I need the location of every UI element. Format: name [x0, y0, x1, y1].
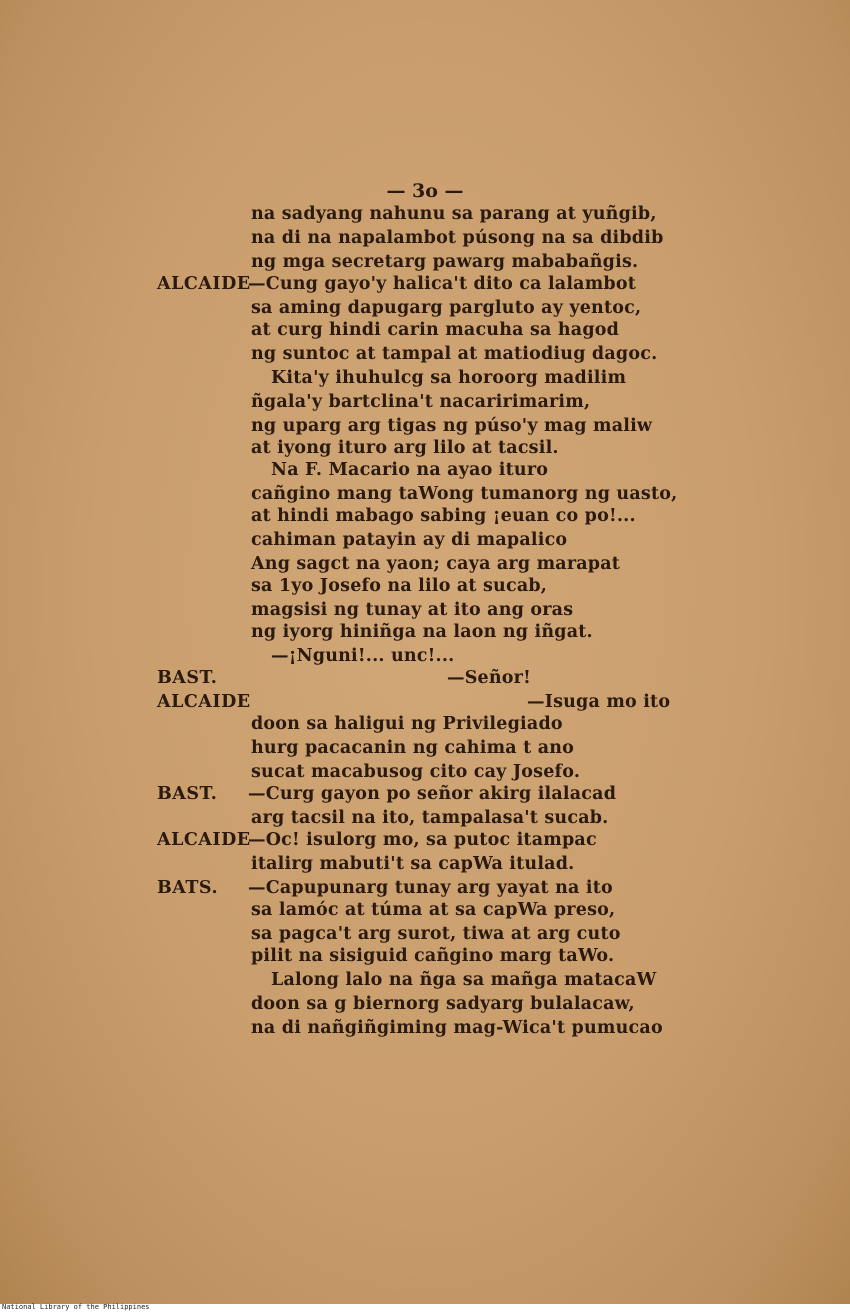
verse-line [0, 994, 850, 1017]
verse-text: ng uparg arg tigas ng púso'y mag maliw [251, 416, 653, 436]
verse-line [0, 924, 850, 947]
verse-line [0, 668, 850, 691]
verse-text: —Señor! [447, 668, 531, 688]
verse-text: ng mga secretarg pawarg mababañgis. [251, 252, 639, 272]
verse-line [0, 204, 850, 227]
verse-line [0, 368, 850, 391]
verse-line [0, 344, 850, 367]
verse-text: sa pagca't arg surot, tiwa at arg cuto [251, 924, 621, 944]
verse-text: —¡Nguni!... unc!... [271, 646, 455, 666]
speaker-label: ALCAIDE [157, 692, 251, 712]
speaker-label: BAST. [157, 784, 218, 804]
verse-text: na sadyang nahunu sa parang at yuñgib, [251, 204, 657, 224]
verse-text: na di na napalambot púsong na sa dibdib [251, 228, 664, 248]
verse-line [0, 808, 850, 831]
verse-line [0, 622, 850, 645]
verse-text: —Capupunarg tunay arg yayat na ito [248, 878, 613, 898]
verse-line [0, 320, 850, 343]
verse-text: —Oc! isulorg mo, sa putoc itampac [248, 830, 597, 850]
verse-text: at hindi mabago sabing ¡euan co po!... [251, 506, 636, 526]
verse-line [0, 274, 850, 297]
verse-line [0, 600, 850, 623]
verse-line [0, 1018, 850, 1041]
verse-line [0, 576, 850, 599]
verse-text: doon sa g biernorg sadyarg bulalacaw, [251, 994, 635, 1014]
verse-text: ng suntoc at tampal at matiodiug dagoc. [251, 344, 658, 364]
verse-text: ñgala'y bartclina't nacaririmarim, [251, 392, 591, 412]
verse-line [0, 854, 850, 877]
speaker-label: BAST. [157, 668, 218, 688]
verse-line [0, 692, 850, 715]
verse-line [0, 646, 850, 669]
verse-text: doon sa haligui ng Privilegiado [251, 714, 563, 734]
verse-text: cañgino mang taWong tumanorg ng uasto, [251, 484, 678, 504]
verse-line [0, 830, 850, 853]
verse-line [0, 554, 850, 577]
verse-text: magsisi ng tunay at ito ang oras [251, 600, 574, 620]
verse-line [0, 762, 850, 785]
verse-line [0, 738, 850, 761]
verse-line [0, 438, 850, 461]
speaker-label: ALCAIDE [157, 274, 251, 294]
verse-text: italirg mabuti't sa capWa itulad. [251, 854, 575, 874]
verse-line [0, 228, 850, 251]
verse-text: —Isuga mo ito [527, 692, 671, 712]
page-number: — 3o — [386, 180, 464, 202]
verse-line [0, 392, 850, 415]
verse-text: ng iyorg hiniñga na laon ng iñgat. [251, 622, 593, 642]
verse-line [0, 878, 850, 901]
verse-text: at iyong ituro arg lilo at tacsil. [251, 438, 559, 458]
verse-text: hurg pacacanin ng cahima t ano [251, 738, 575, 758]
verse-line [0, 506, 850, 529]
library-credit: National Library of the Philippines [2, 1303, 150, 1311]
verse-line [0, 484, 850, 507]
verse-text: —Curg gayon po señor akirg ilalacad [248, 784, 617, 804]
verse-text: sa lamóc at túma at sa capWa preso, [251, 900, 616, 920]
verse-line [0, 946, 850, 969]
verse-line [0, 416, 850, 439]
verse-text: Lalong lalo na ñga sa mañga matacaW [271, 970, 657, 990]
speaker-label: BATS. [157, 878, 219, 898]
verse-line [0, 714, 850, 737]
verse-text: sa aming dapugarg pargluto ay yentoc, [251, 298, 642, 318]
verse-line [0, 298, 850, 321]
speaker-label: ALCAIDE [157, 830, 251, 850]
verse-text: —Cung gayo'y halica't dito ca lalambot [248, 274, 637, 294]
verse-text: Kita'y ihuhulcg sa horoorg madilim [271, 368, 627, 388]
verse-text: pilit na sisiguid cañgino marg taWo. [251, 946, 615, 966]
verse-text: arg tacsil na ito, tampalasa't sucab. [251, 808, 609, 828]
verse-text: Ang sagct na yaon; caya arg marapat [251, 554, 621, 574]
verse-text: na di nañgiñgiming mag-Wica't pumucao [251, 1018, 663, 1038]
verse-text: at curg hindi carin macuha sa hagod [251, 320, 620, 340]
verse-text: Na F. Macario na ayao ituro [271, 460, 549, 480]
verse-line [0, 530, 850, 553]
verse-line [0, 900, 850, 923]
verse-line [0, 784, 850, 807]
verse-text: cahiman patayin ay di mapalico [251, 530, 568, 550]
verse-text: sa 1yo Josefo na lilo at sucab, [251, 576, 548, 596]
verse-line [0, 460, 850, 483]
verse-line [0, 252, 850, 275]
verse-line [0, 970, 850, 993]
verse-text: sucat macabusog cito cay Josefo. [251, 762, 581, 782]
